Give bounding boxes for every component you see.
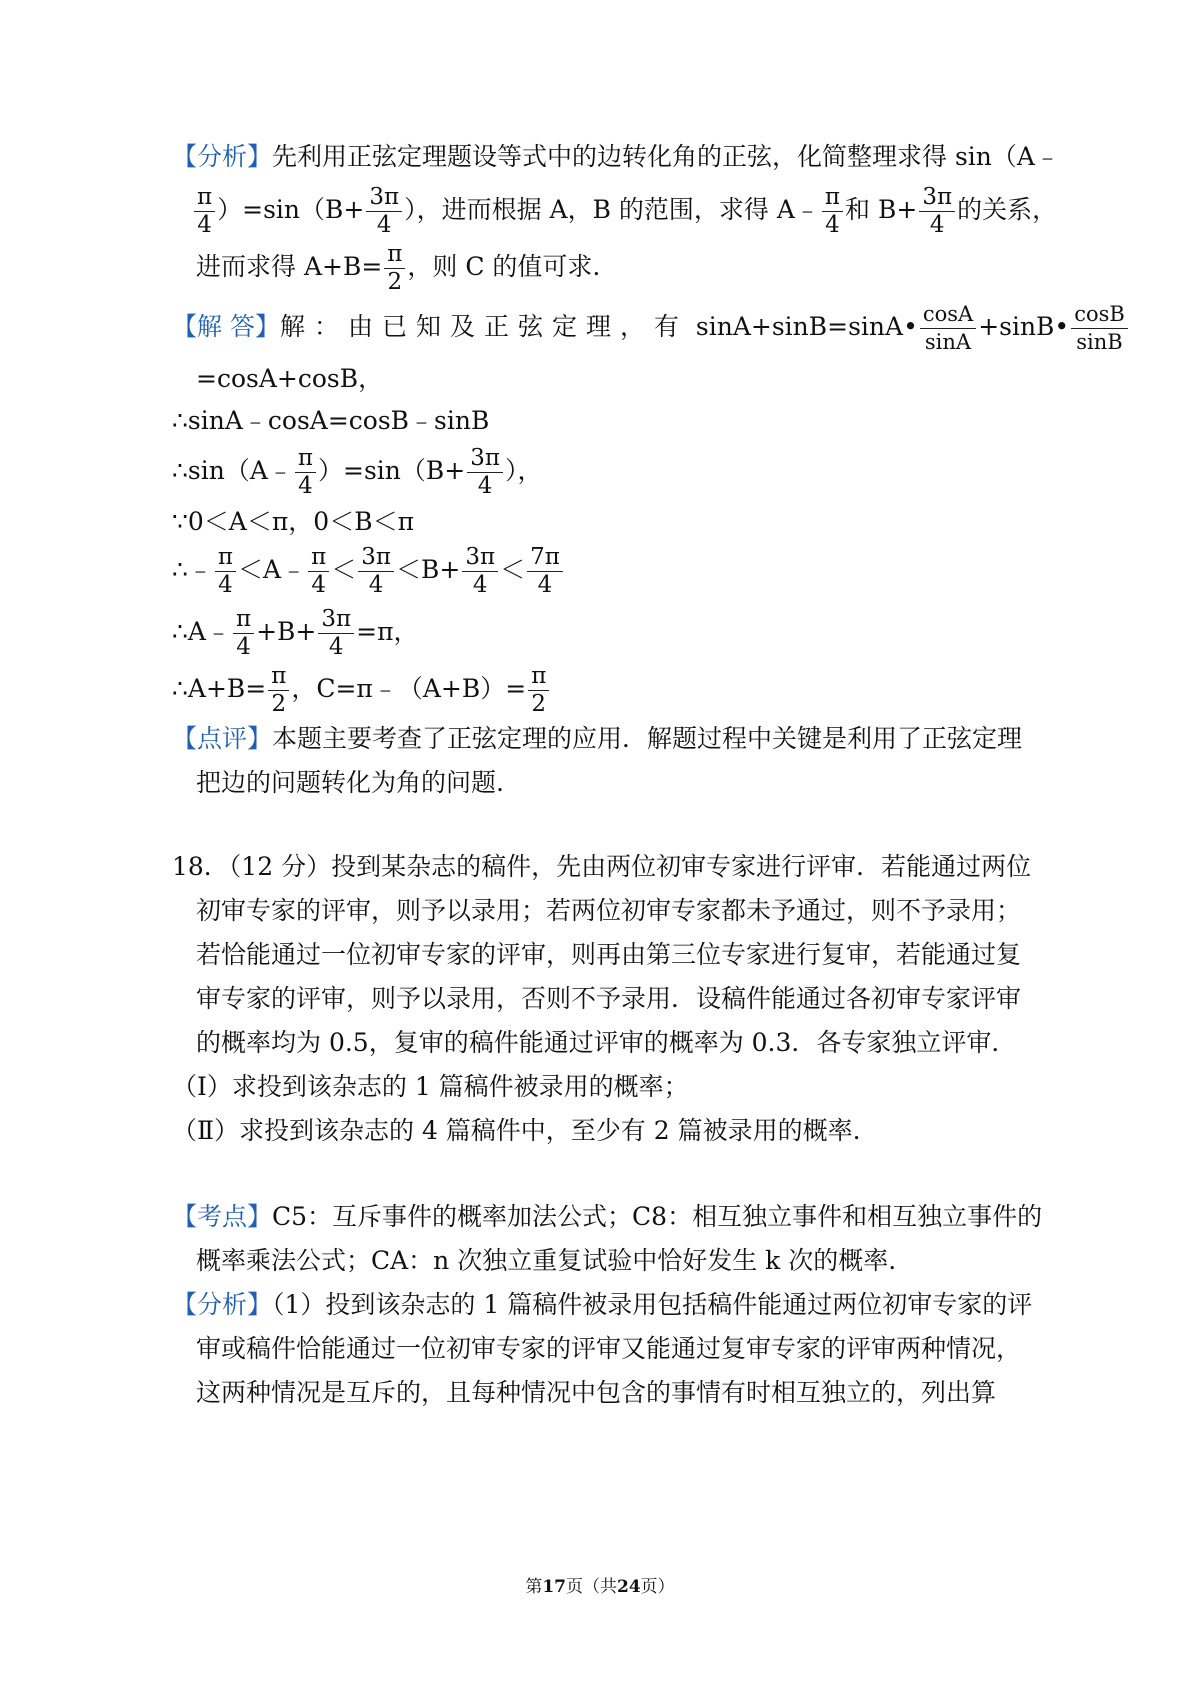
fraction: $\frac{\pi}{4}$ (295, 446, 316, 499)
q18-line-1: 18．（12 分）投到某杂志的稿件，先由两位初审专家进行评审．若能通过两位 (172, 852, 1032, 881)
fraction: $\frac{\cos A}{\sin A}$ (920, 302, 976, 355)
kaodian-line-1: 【考点】C5：互斥事件的概率加法公式；C8：相互独立事件和相互独立事件的 (172, 1202, 1043, 1231)
q18-part-2: （Ⅱ）求投到该杂志的 4 篇稿件中，至少有 2 篇被录用的概率. (172, 1116, 861, 1145)
analysis-line-3: 进而求得 A+B= $\frac{\pi}{2}$ ，则 C 的值可求. (196, 241, 601, 295)
kaodian-line-2: 概率乘法公式；CA：n 次独立重复试验中恰好发生 k 次的概率. (196, 1246, 897, 1275)
fraction: $\frac{\pi}{4}$ (822, 185, 843, 238)
page-number: 17 (542, 1577, 566, 1597)
answer-line-4: ∴sin（A﹣ $\frac{\pi}{4}$ ）=sin（B+ $\frac{3\pi}{4}$ ）， (172, 445, 543, 499)
fraction: $\frac{3\pi}{4}$ (358, 545, 394, 598)
fraction: $\frac{\pi}{4}$ (233, 607, 254, 660)
answer-tag: 【解 答】 (172, 312, 280, 341)
answer-line-5: ∵0＜A＜π，0＜B＜π (172, 507, 415, 536)
q18-line-4: 审专家的评审，则予以录用，否则不予录用．设稿件能通过各初审专家评审 (196, 984, 1022, 1013)
answer-line-8: ∴A+B= $\frac{\pi}{2}$ ，C=π﹣（A+B）= $\frac{\pi}{2}$ (172, 664, 551, 717)
comment-line-1: 【点评】本题主要考查了正弦定理的应用．解题过程中关键是利用了正弦定理 (172, 724, 1023, 753)
answer-line-2: =cosA+cosB， (196, 364, 384, 393)
q18-part-1: （Ⅰ）求投到该杂志的 1 篇稿件被录用的概率； (172, 1072, 689, 1101)
q18-line-5: 的概率均为 0.5，复审的稿件能通过评审的概率为 0.3．各专家独立评审． (196, 1028, 1017, 1057)
analysis2-line-3: 这两种情况是互斥的，且每种情况中包含的事情有时相互独立的，列出算 (196, 1378, 997, 1407)
fraction: $\frac{3\pi}{4}$ (318, 607, 354, 660)
answer-line-3: ∴sinA﹣cosA=cosB﹣sinB (172, 406, 490, 435)
analysis-line-2: $\frac{\pi}{4}$ ）=sin（B+ $\frac{3\pi}{4}$ ），进而根据 A，B 的范围，求得 A﹣ $\frac{\pi}{4}$ 和 B+ $\frac{3\pi}{4}$ 的关系， (192, 185, 1057, 238)
fraction: $\frac{7\pi}{4}$ (527, 545, 563, 598)
fraction: $\frac{\pi}{4}$ (215, 545, 236, 598)
fraction: $\frac{3\pi}{4}$ (462, 545, 498, 598)
analysis2-tag: 【分析】 (172, 1290, 273, 1319)
fraction: $\frac{3\pi}{4}$ (467, 446, 503, 499)
fraction: $\frac{\pi}{2}$ (268, 664, 289, 717)
comment-line-2: 把边的问题转化为角的问题. (196, 768, 504, 797)
analysis2-line-1: 【分析】（1）投到该杂志的 1 篇稿件被录用包括稿件能通过两位初审专家的评 (172, 1290, 1033, 1319)
fraction: $\frac{3\pi}{4}$ (366, 185, 402, 238)
kaodian-tag: 【考点】 (172, 1202, 273, 1231)
fraction: $\frac{3\pi}{4}$ (919, 185, 955, 238)
comment-tag: 【点评】 (172, 724, 273, 753)
fraction: $\frac{\pi}{2}$ (528, 664, 549, 717)
answer-line-6: ∴﹣ $\frac{\pi}{4}$ ＜A﹣ $\frac{\pi}{4}$ ＜ $\frac{3\pi}{4}$ ＜B+ $\frac{3\pi}{4}$ ＜ $\frac{7\pi}{4}$ (172, 545, 565, 598)
fraction: $\frac{\pi}{4}$ (308, 545, 329, 598)
answer-line-1: 【解 答】解：由已知及正弦定理，有 sinA+sinB=sinA• $\frac{\cos A}{\sin A}$ +sinB• $\frac{\cos B}{\sin B}$ (172, 302, 1130, 355)
fraction: $\frac{\pi}{4}$ (194, 185, 215, 238)
q18-line-3: 若恰能通过一位初审专家的评审，则再由第三位专家进行复审，若能通过复 (196, 940, 1022, 969)
q18-line-2: 初审专家的评审，则予以录用；若两位初审专家都未予通过，则不予录用； (196, 896, 1022, 925)
page-total: 24 (617, 1577, 641, 1597)
fraction: $\frac{\cos B}{\sin B}$ (1071, 302, 1128, 355)
analysis2-line-2: 审或稿件恰能通过一位初审专家的评审又能通过复审专家的评审两种情况， (196, 1334, 1022, 1363)
page-footer: 第17页（共24页） (525, 1577, 675, 1597)
fraction: $\frac{\pi}{2}$ (384, 242, 405, 295)
analysis-line-1: 【分析】先利用正弦定理题设等式中的边转化角的正弦，化简整理求得 sin（A﹣ (172, 142, 1060, 171)
answer-line-7: ∴A﹣ $\frac{\pi}{4}$ +B+ $\frac{3\pi}{4}$ =π， (172, 606, 419, 660)
analysis-tag: 【分析】 (172, 142, 273, 171)
